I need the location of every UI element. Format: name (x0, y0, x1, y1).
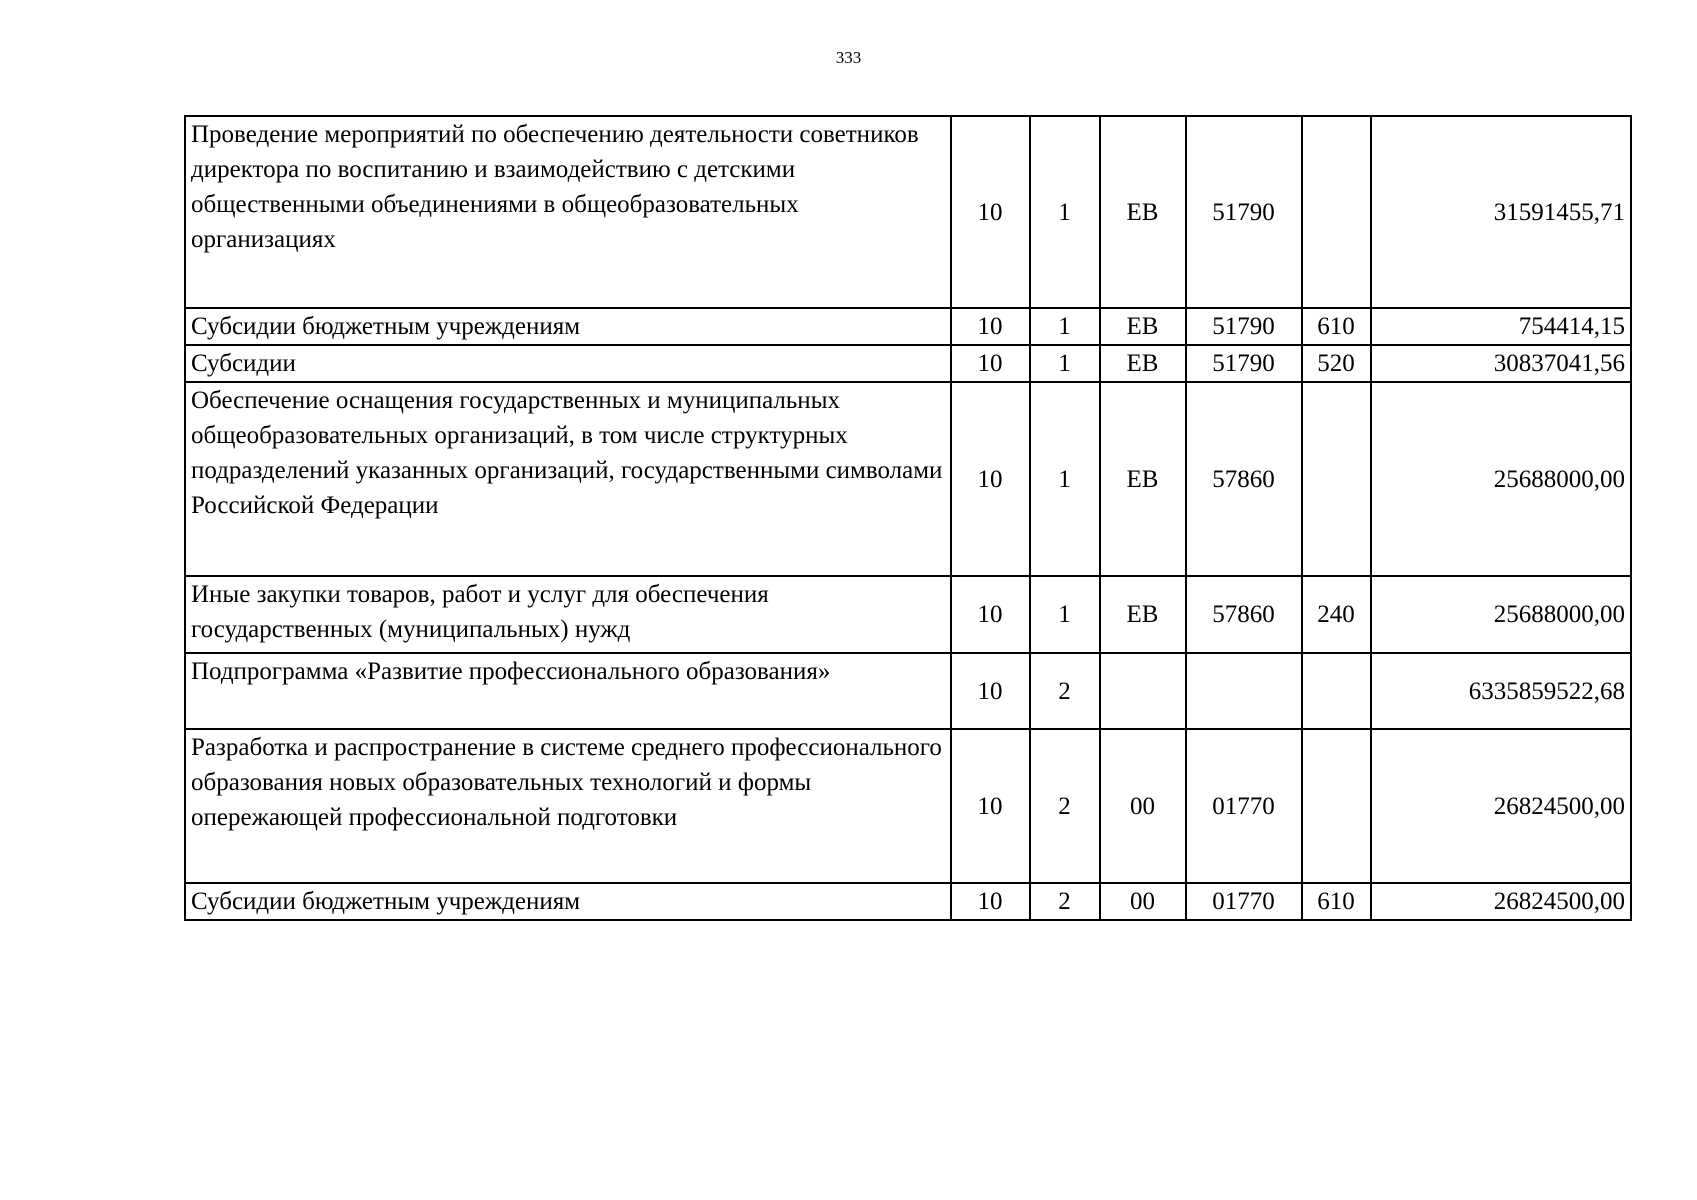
row-code-4: 51790 (1186, 308, 1302, 345)
row-code-5: 610 (1302, 308, 1371, 345)
row-name: Субсидии (185, 345, 951, 382)
row-name: Проведение мероприятий по обеспечению деятельности советников директора по воспитанию и взаимодействию с детскими общественными объединениями в общеобразовательных организациях (185, 116, 951, 308)
row-amount: 754414,15 (1371, 308, 1631, 345)
row-code-2: 1 (1030, 116, 1100, 308)
row-name: Иные закупки товаров, работ и услуг для обеспечения государственных (муниципальных) нужд (185, 576, 951, 653)
row-amount: 26824500,00 (1371, 729, 1631, 883)
row-code-1: 10 (951, 382, 1030, 576)
row-code-3: ЕВ (1100, 345, 1186, 382)
row-amount: 30837041,56 (1371, 345, 1631, 382)
row-code-2: 1 (1030, 308, 1100, 345)
row-code-2: 1 (1030, 576, 1100, 653)
row-code-1: 10 (951, 729, 1030, 883)
row-code-3: ЕВ (1100, 116, 1186, 308)
row-code-3: 00 (1100, 883, 1186, 920)
row-code-3: ЕВ (1100, 382, 1186, 576)
row-code-4: 01770 (1186, 729, 1302, 883)
row-code-2: 2 (1030, 883, 1100, 920)
row-code-4: 51790 (1186, 116, 1302, 308)
row-code-5 (1302, 116, 1371, 308)
row-code-1: 10 (951, 345, 1030, 382)
table-row (185, 382, 1631, 576)
row-code-5 (1302, 382, 1371, 576)
table-row (185, 729, 1631, 883)
row-code-2: 2 (1030, 653, 1100, 729)
row-amount: 26824500,00 (1371, 883, 1631, 920)
budget-table (184, 115, 1632, 921)
row-code-2: 1 (1030, 382, 1100, 576)
row-code-5 (1302, 653, 1371, 729)
table-row (185, 308, 1631, 345)
row-code-5: 610 (1302, 883, 1371, 920)
row-code-5 (1302, 729, 1371, 883)
row-code-3 (1100, 653, 1186, 729)
row-name: Субсидии бюджетным учреждениям (185, 308, 951, 345)
row-name: Обеспечение оснащения государственных и муниципальных общеобразовательных организаций, в том числе структурных подразделений указанных организаций, государственными символами Российской Федерации (185, 382, 951, 576)
row-code-5: 240 (1302, 576, 1371, 653)
row-code-4: 57860 (1186, 382, 1302, 576)
row-code-4 (1186, 653, 1302, 729)
row-name: Субсидии бюджетным учреждениям (185, 883, 951, 920)
table-row (185, 345, 1631, 382)
row-name: Подпрограмма «Развитие профессионального образования» (185, 653, 951, 729)
table-row (185, 116, 1631, 308)
table-row (185, 883, 1631, 920)
row-code-1: 10 (951, 576, 1030, 653)
table-row (185, 576, 1631, 653)
row-code-3: ЕВ (1100, 576, 1186, 653)
row-code-4: 01770 (1186, 883, 1302, 920)
row-code-1: 10 (951, 116, 1030, 308)
row-code-4: 51790 (1186, 345, 1302, 382)
row-code-1: 10 (951, 308, 1030, 345)
row-code-2: 2 (1030, 729, 1100, 883)
row-code-1: 10 (951, 883, 1030, 920)
row-code-1: 10 (951, 653, 1030, 729)
row-code-5: 520 (1302, 345, 1371, 382)
row-amount: 25688000,00 (1371, 576, 1631, 653)
row-code-4: 57860 (1186, 576, 1302, 653)
page-number: 333 (835, 48, 862, 67)
row-code-2: 1 (1030, 345, 1100, 382)
row-amount: 6335859522,68 (1371, 653, 1631, 729)
row-code-3: ЕВ (1100, 308, 1186, 345)
row-name: Разработка и распространение в системе среднего профессионального образования новых образовательных технологий и формы опережающей профессиональной подготовки (185, 729, 951, 883)
row-code-3: 00 (1100, 729, 1186, 883)
row-amount: 31591455,71 (1371, 116, 1631, 308)
row-amount: 25688000,00 (1371, 382, 1631, 576)
table-row (185, 653, 1631, 729)
